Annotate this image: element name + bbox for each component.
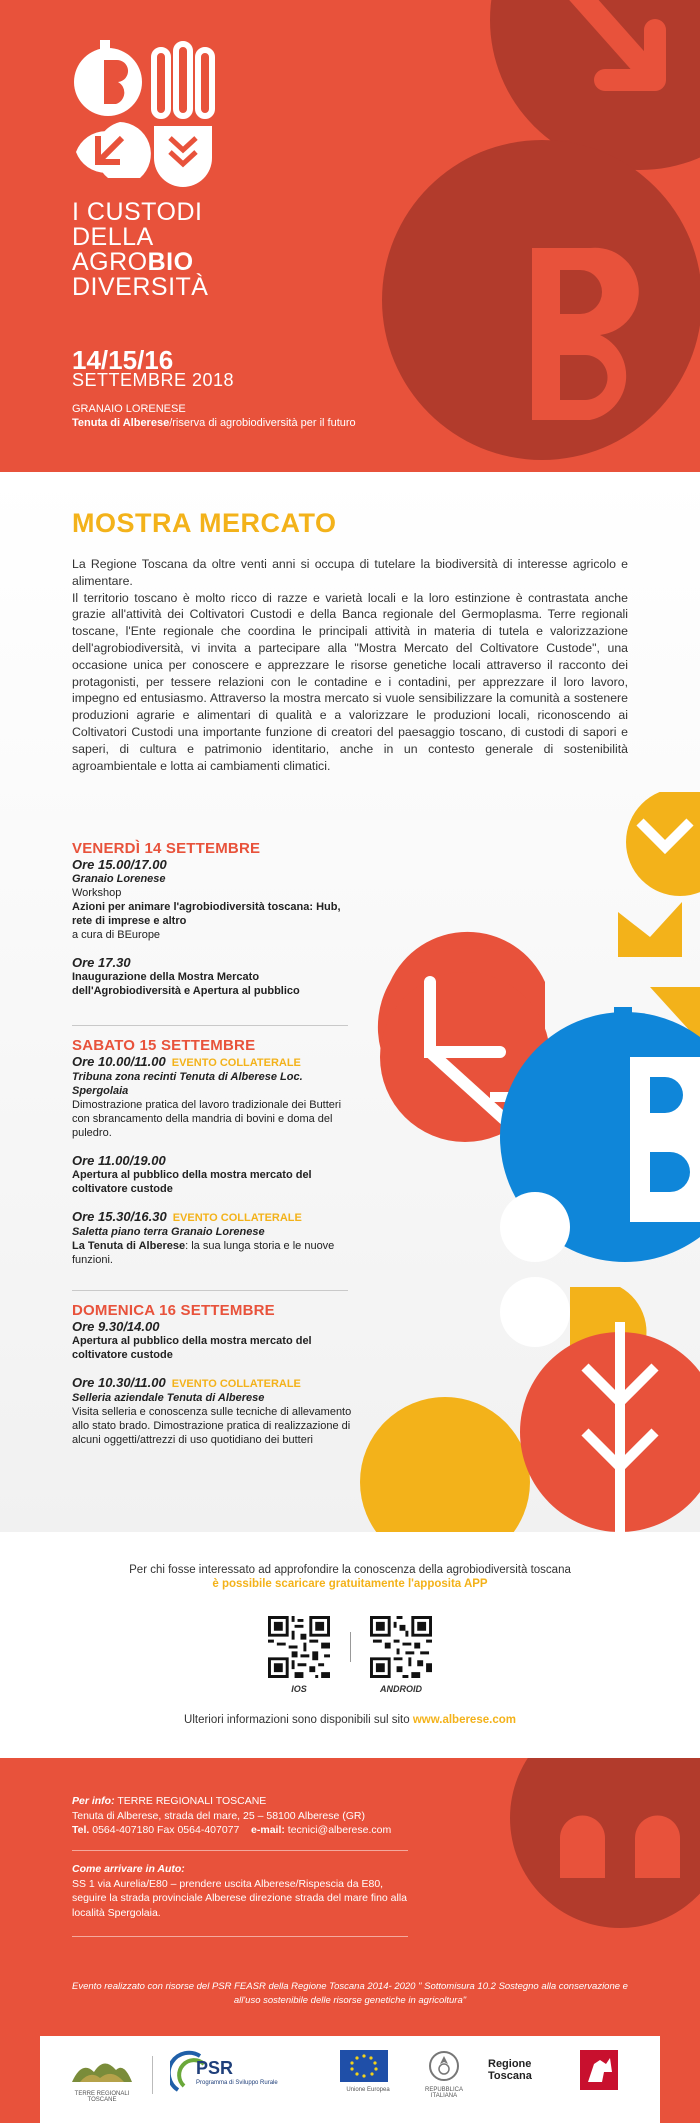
intro-text [72, 556, 628, 774]
event-description: Dimostrazione pratica del lavoro tradizionale dei Butteri con sbrancamento della mandria di bovini e doma del puledro. [72, 1099, 342, 1139]
decorative-fruit-graphics [360, 792, 700, 1532]
website-link[interactable]: www.alberese.com [412, 1714, 516, 1726]
page-title: MOSTRA MERCATO [72, 508, 337, 538]
email-link[interactable]: tecnici@alberese.com [284, 1824, 392, 1836]
psr-logo [170, 2050, 280, 2100]
logo-title-bio: BIO [147, 248, 194, 276]
venue-place: Tenuta di Alberese [72, 417, 170, 429]
event-location: Selleria aziendale Tenuta di Alberese [72, 1392, 265, 1404]
intro-paragraph: La Regione Toscana da oltre venti anni si occupa di tutelare la biodiversità di interesse agricolo e alimentare. [72, 557, 628, 588]
event-time: Ore 15.30/16.30 [72, 1209, 167, 1224]
event-dates: 14/15/16 [72, 345, 174, 375]
event-type: Workshop [72, 887, 122, 899]
app-download-text: è possibile scaricare gratuitamente l'apposita APP [212, 1578, 488, 1590]
divider [350, 1632, 351, 1662]
event-description: : la sua lunga storia e le nuove funzioni. [72, 1240, 335, 1266]
contact-info [72, 1794, 452, 1838]
logo-title [72, 200, 208, 300]
logo-title-line: DIVERSITÀ [72, 273, 209, 301]
day-heading: SABATO 15 SETTEMBRE [72, 1037, 256, 1054]
footer [0, 1758, 700, 2123]
divider [152, 2056, 153, 2094]
directions [72, 1862, 412, 1920]
funding-note: Evento realizzato con risorse del PSR FEASR della Regione Toscana 2014- 2020 " Sottomisura 10.2 Sostegno alla conservazione e all'uso sostenibile delle risorse genetiche in agricoltura" [72, 1981, 628, 2006]
logo-title-line: DELLA [72, 223, 154, 251]
tel-number: 0564-407180 Fax 0564-407077 [89, 1824, 240, 1836]
event-location: Tribuna zona recinti Tenuta di Alberese Loc. Spergolaia [72, 1071, 303, 1097]
directions-label: Come arrivare in Auto: [72, 1863, 185, 1875]
header-banner [0, 0, 700, 472]
logo-label: Unione Europea [346, 2087, 390, 2093]
more-info-label: Ulteriori informazioni sono disponibili sul sito [184, 1714, 413, 1726]
event-title: Azioni per animare l'agrobiodiversità toscana: Hub, rete di imprese e altro [72, 901, 341, 927]
day-heading: DOMENICA 16 SETTEMBRE [72, 1302, 275, 1319]
collateral-badge: EVENTO COLLATERALE [172, 1212, 302, 1224]
event-time: Ore 11.00/19.00 [72, 1153, 166, 1168]
eu-logo [340, 2050, 396, 2093]
logo-sublabel: Programma di Sviluppo Rurale [196, 2080, 278, 2086]
logo-label: TERRE REGIONALI TOSCANE [74, 2091, 130, 2103]
event-time: Ore 9.30/14.00 [72, 1319, 160, 1334]
divider [72, 1025, 348, 1026]
app-intro-text: Per chi fosse interessato ad approfondire la conoscenza della agrobiodiversità toscana [129, 1564, 571, 1576]
regione-toscana-label: Regione Toscana [488, 2058, 532, 2082]
divider [72, 1290, 348, 1291]
email-label: e-mail: [251, 1824, 285, 1836]
logo-label: REPUBBLICA ITALIANA [424, 2087, 463, 2099]
venue-description: /riserva di agrobiodiversità per il futuro [169, 417, 356, 429]
schedule-saturday [72, 1039, 352, 1267]
event-title: La Tenuta di Alberese [72, 1240, 186, 1252]
logo-label: PSR [196, 2058, 234, 2078]
regione-toscana-logo [580, 2050, 618, 2090]
event-location: Granaio Lorenese [72, 873, 166, 885]
info-label: Per info: [72, 1795, 115, 1807]
event-organizer: a cura di BEurope [72, 929, 161, 941]
address: Tenuta di Alberese, strada del mare, 25 – 58100 Alberese (GR) [72, 1809, 366, 1822]
directions-text: SS 1 via Aurelia/E80 – prendere uscita Alberese/Rispescia da E80, seguire la strada provinciale Alberese direzione strada del mare fino alla località Spergolaia. [72, 1877, 408, 1919]
more-info-text [0, 1714, 700, 1726]
collateral-badge: EVENTO COLLATERALE [171, 1378, 301, 1390]
intro-paragraph: Il territorio toscano è molto ricco di razze e varietà locali e la loro estinzione è contrastata anche grazie all'attività dei Coltivatori Custodi e della Banca regionale del Germoplasma. Terre regionali toscane, l'Ente regionale che coordina le principali attività in materia di tutela e valorizzazione dell'agrobiodiversità, vi invita a partecipare alla "Mostra Mercato del Coltivatore Custode", una occasione unica per conoscere e apprezzare le risorse genetiche locali attraverso il racconto dei protagonisti, per tessere relazioni con le contadine e i contadini, per apprezzare il loro lavoro, impegno ed entusiasmo. Attraverso la mostra mercato si vuole sensibilizzare la comunità a sostenere produzioni agrarie e alimentari di qualità e a valorizzare le produzioni locali, riconoscendo ai Coltivatori Custodi una importante funzione di creatori del paesaggio toscano, di custodi di sapori e saperi, di cultura e patrimonio identitario, anche in un contesto generale di sostenibilità agroambientale e lotta ai cambiamenti climatici. [72, 590, 628, 773]
schedule-sunday [72, 1304, 352, 1447]
logo-title-line: I CUSTODI [72, 198, 203, 226]
sponsor-logos [40, 2036, 660, 2123]
qr-label-android: ANDROID [380, 1684, 422, 1694]
event-location: Saletta piano terra Granaio Lorenese [72, 1226, 265, 1238]
qr-label-ios: IOS [291, 1684, 307, 1694]
divider [72, 1936, 408, 1937]
collateral-badge: EVENTO COLLATERALE [171, 1057, 301, 1069]
info-org: TERRE REGIONALI TOSCANE [114, 1795, 267, 1807]
qr-code-ios[interactable] [268, 1616, 330, 1678]
tel-label: Tel. [72, 1824, 90, 1836]
event-title: Apertura al pubblico della mostra mercato del coltivatore custode [72, 1335, 312, 1361]
venue-name: GRANAIO LORENESE [72, 403, 186, 415]
event-description: Visita selleria e conoscenza sulle tecniche di allevamento allo stato brado. Dimostrazione pratica di realizzazione di alcuni oggetti/attrezzi di uso quotidiano dei butteri [72, 1406, 352, 1446]
event-time: Ore 15.00/17.00 [72, 857, 167, 872]
event-time: Ore 10.00/11.00 [72, 1054, 166, 1069]
event-title: Apertura al pubblico della mostra mercato del coltivatore custode [72, 1169, 312, 1195]
day-heading: VENERDÌ 14 SETTEMBRE [72, 840, 261, 857]
divider [72, 1850, 408, 1851]
event-venue [72, 402, 372, 430]
repubblica-italiana-logo [412, 2050, 476, 2099]
custodi-logo [70, 40, 230, 190]
event-time: Ore 17.30 [72, 955, 131, 970]
terre-regionali-logo [70, 2052, 134, 2103]
main-content [0, 472, 700, 1532]
event-title: Inaugurazione della Mostra Mercato dell'Agrobiodiversità e Apertura al pubblico [72, 971, 300, 997]
event-month: SETTEMBRE 2018 [72, 370, 235, 390]
schedule-friday [72, 842, 352, 998]
qr-code-android[interactable] [370, 1616, 432, 1678]
event-time: Ore 10.30/11.00 [72, 1375, 166, 1390]
logo-title-agro: AGRO [72, 248, 148, 276]
app-download-section [0, 1532, 700, 1758]
